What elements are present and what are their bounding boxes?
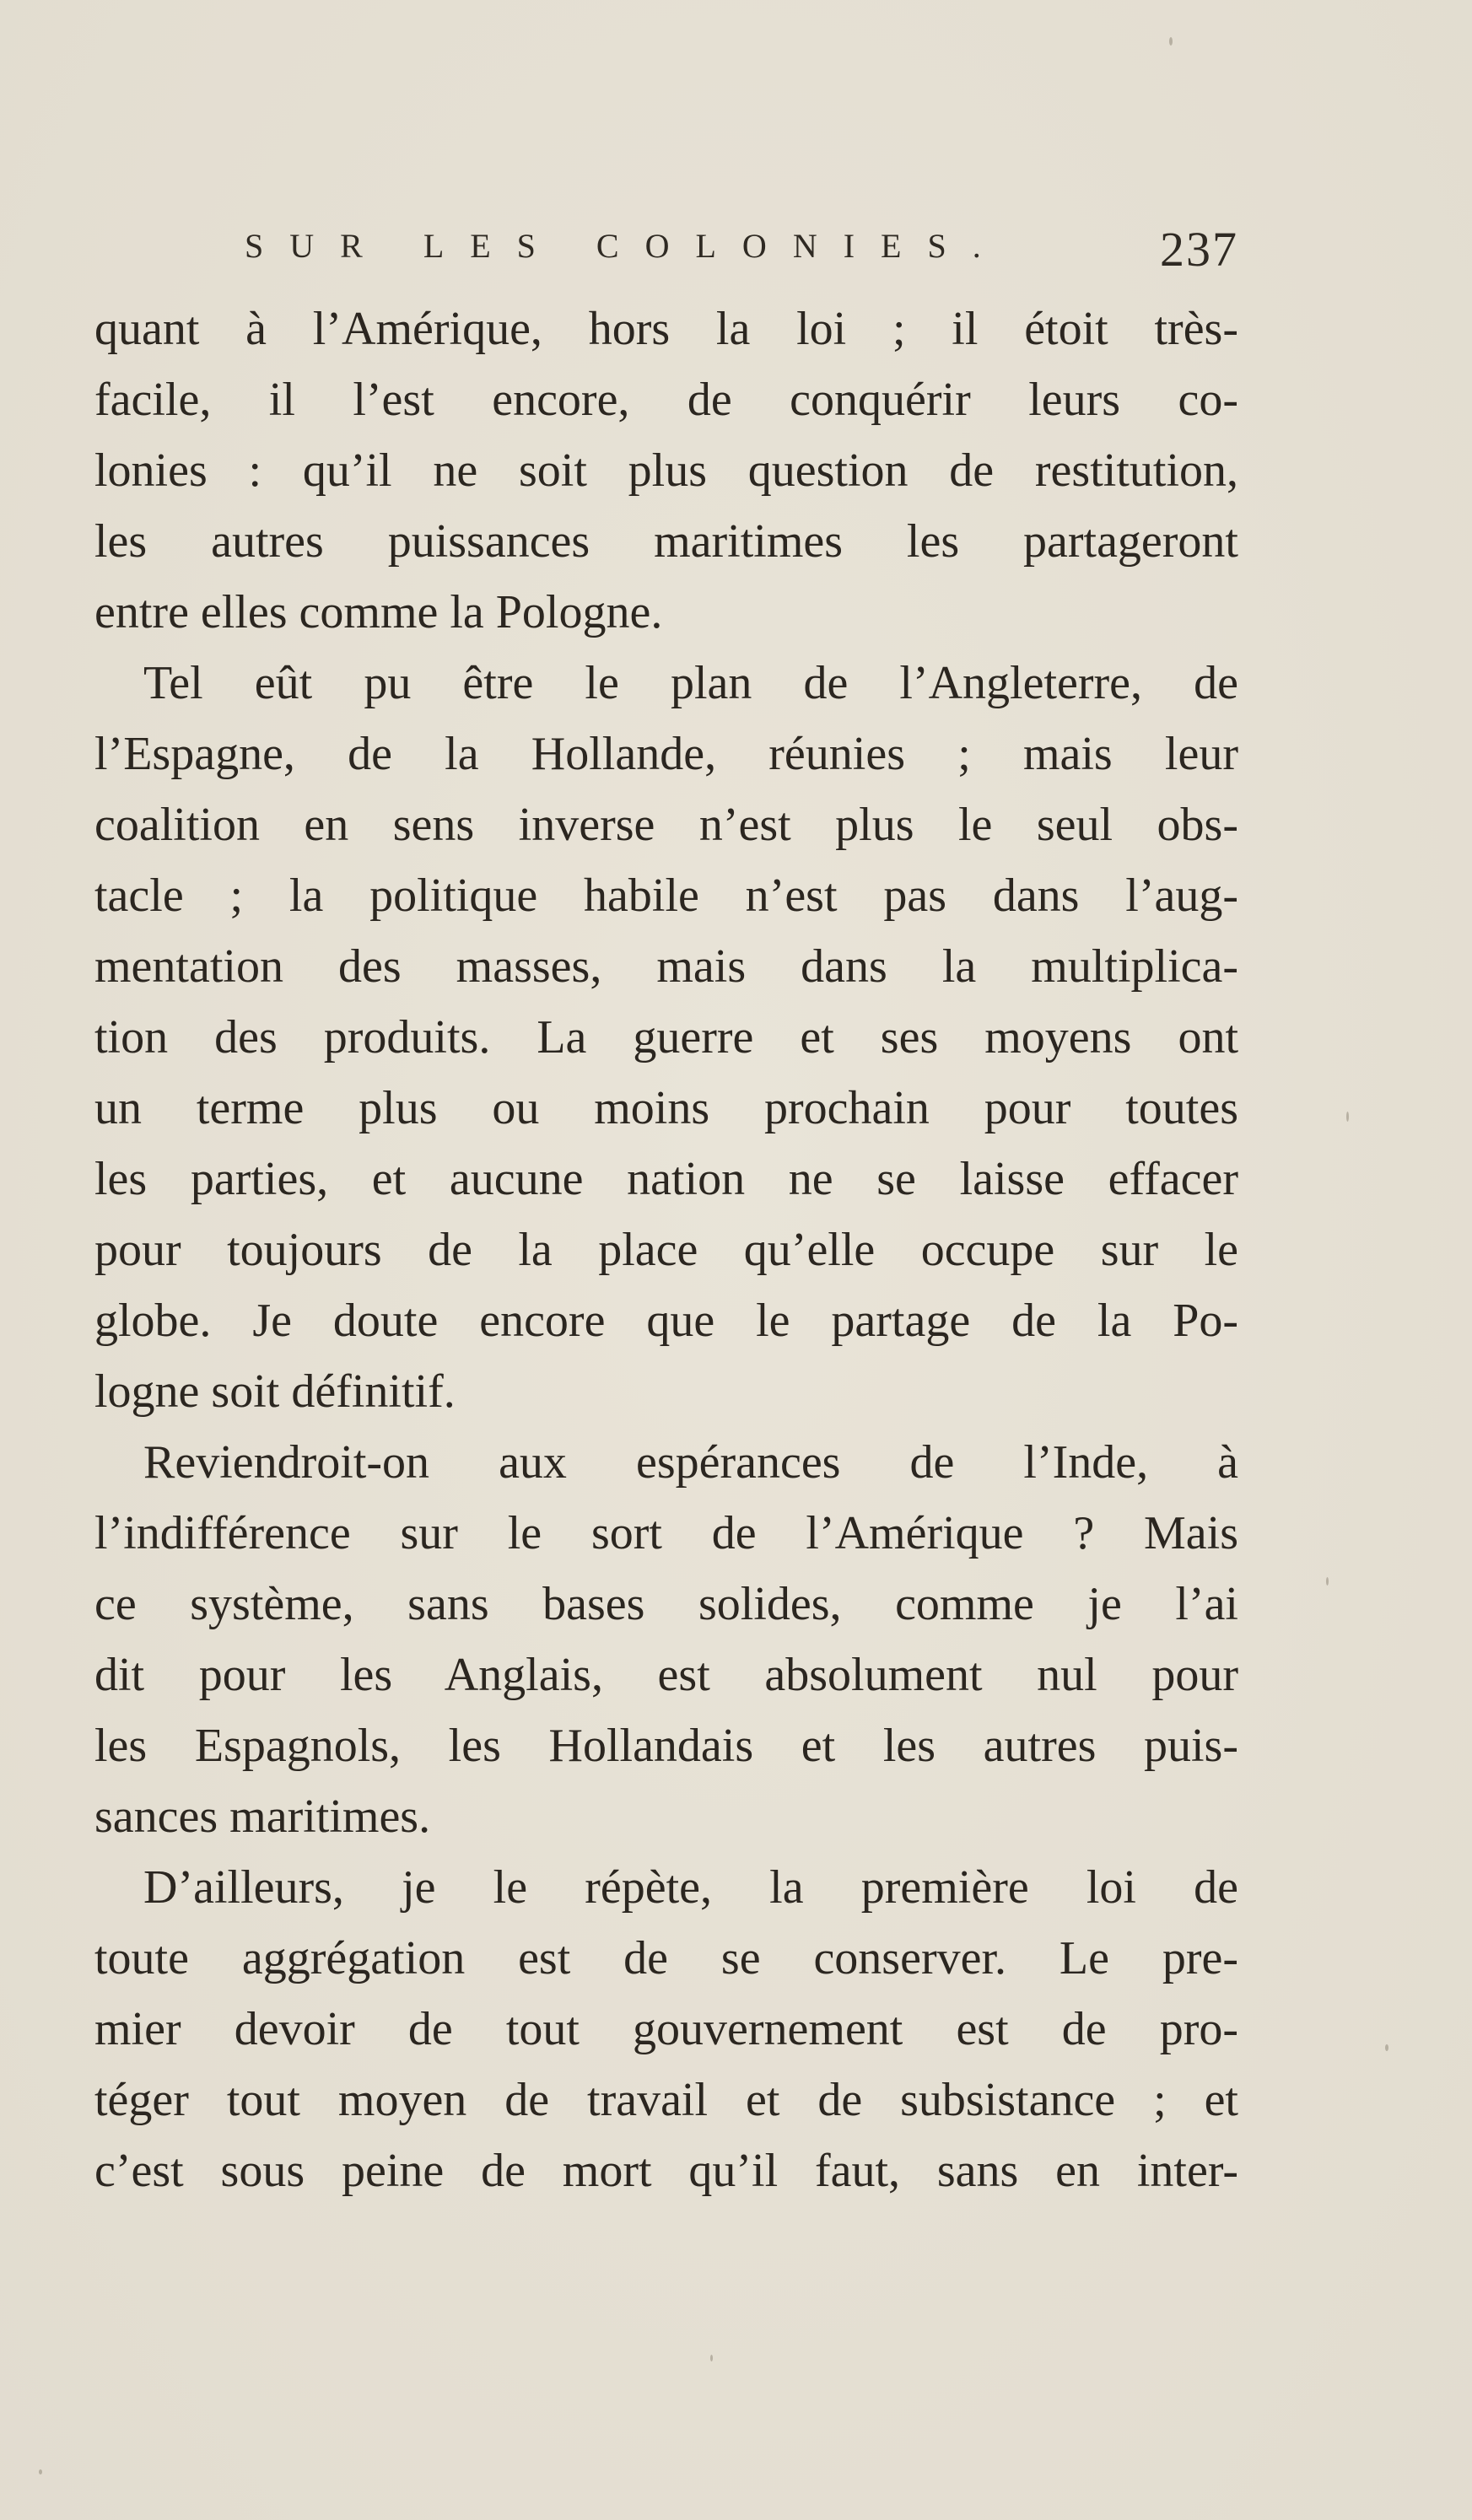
text-line: dit pour les Anglais, est absolument nul pour	[94, 1649, 1238, 1701]
text-line: tion des produits. La guerre et ses moyens ont	[94, 1011, 1238, 1063]
text-line: tacle ; la politique habile n’est pas dans l’aug-	[94, 870, 1238, 922]
text-line: mier devoir de tout gouvernement est de pro-	[94, 2003, 1238, 2055]
paragraph-4	[94, 1852, 1238, 2206]
paper-speck	[1169, 37, 1173, 46]
text-line: logne soit définitif.	[94, 1365, 456, 1418]
page-number: 237	[1160, 222, 1238, 277]
text-line: D’ailleurs, je le répète, la première loi de	[143, 1861, 1238, 1914]
text-line: toute aggrégation est de se conserver. Le pre-	[94, 1932, 1238, 1984]
text-line: entre elles comme la Pologne.	[94, 586, 663, 638]
text-line: coalition en sens inverse n’est plus le seul obs-	[94, 799, 1238, 851]
text-line: téger tout moyen de travail et de subsistance ; et	[94, 2074, 1238, 2126]
text-line: quant à l’Amérique, hors la loi ; il étoit très-	[94, 303, 1238, 355]
paper-speck	[1346, 1112, 1349, 1122]
text-line: Reviendroit-on aux espérances de l’Inde, à	[143, 1436, 1238, 1489]
text-line: facile, il l’est encore, de conquérir leurs co-	[94, 374, 1238, 426]
running-title: SUR LES COLONIES.	[245, 227, 1007, 265]
running-head	[245, 221, 1238, 288]
text-line: c’est sous peine de mort qu’il faut, sans en inter-	[94, 2145, 1238, 2197]
text-line: sances maritimes.	[94, 1790, 431, 1843]
text-line: lonies : qu’il ne soit plus question de restitution,	[94, 444, 1238, 497]
text-line: les parties, et aucune nation ne se laisse effacer	[94, 1153, 1238, 1205]
paper-speck	[1326, 1577, 1329, 1586]
paragraph-2	[94, 648, 1238, 1427]
text-line: Tel eût pu être le plan de l’Angleterre, de	[143, 657, 1238, 709]
text-line: l’Espagne, de la Hollande, réunies ; mais leur	[94, 728, 1238, 780]
paper-speck	[710, 2355, 713, 2361]
text-line: les Espagnols, les Hollandais et les autres puis-	[94, 1720, 1238, 1772]
paragraph-1	[94, 293, 1238, 648]
text-line: un terme plus ou moins prochain pour toutes	[94, 1082, 1238, 1134]
text-line: pour toujours de la place qu’elle occupe sur le	[94, 1224, 1238, 1276]
text-line: globe. Je doute encore que le partage de la Po-	[94, 1295, 1238, 1347]
text-line: les autres puissances maritimes les partageront	[94, 515, 1238, 568]
paragraph-3	[94, 1427, 1238, 1852]
body-text	[94, 293, 1238, 2206]
paper-speck	[39, 2469, 42, 2474]
text-line: ce système, sans bases solides, comme je l’ai	[94, 1578, 1238, 1630]
paper-speck	[1385, 2044, 1388, 2051]
text-line: l’indifférence sur le sort de l’Amérique ? Mais	[94, 1507, 1238, 1559]
text-line: mentation des masses, mais dans la multiplica-	[94, 940, 1238, 993]
